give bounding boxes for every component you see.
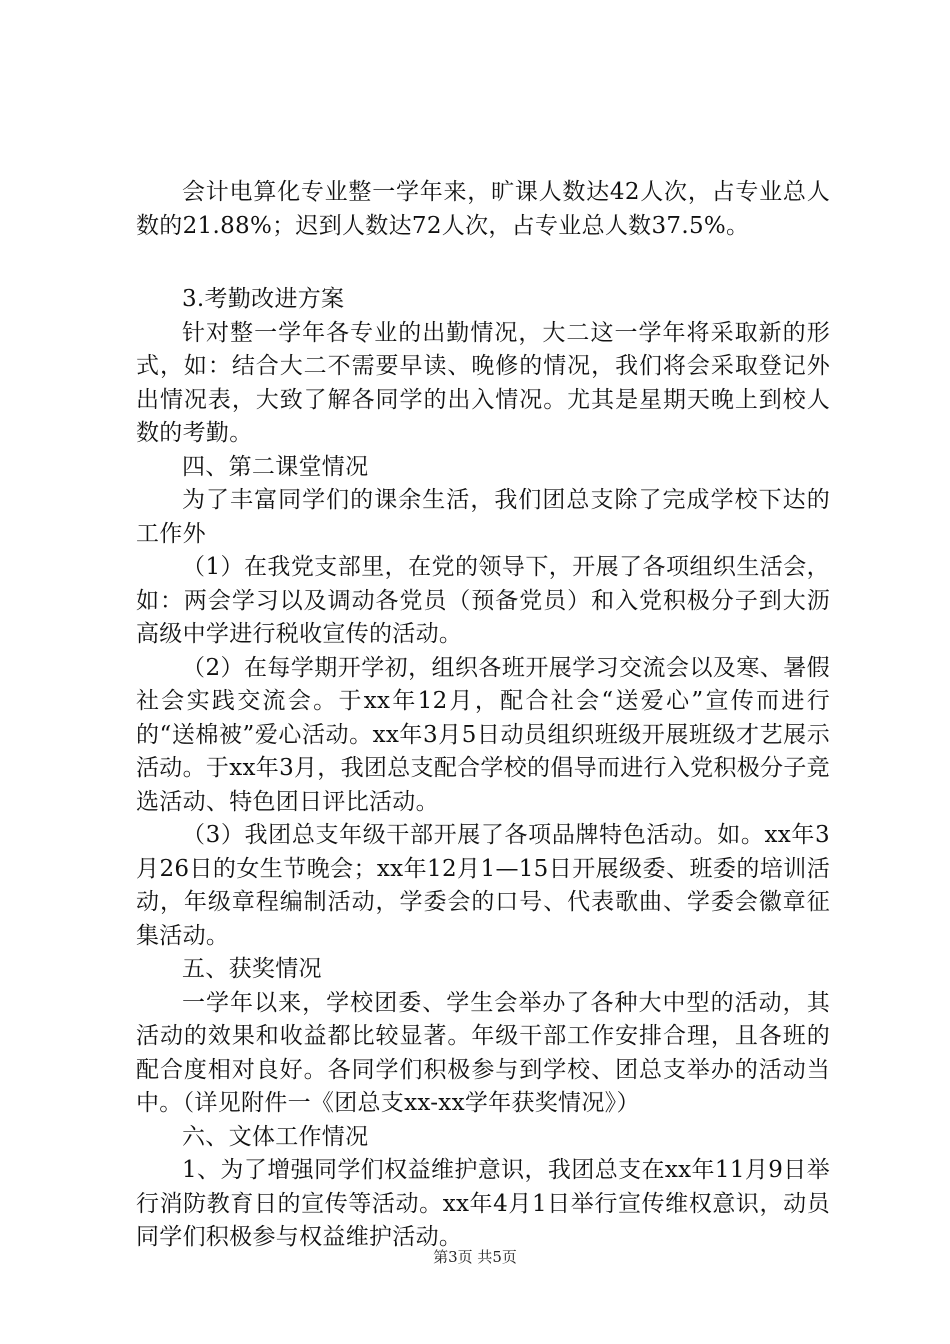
page-footer [0,1246,950,1267]
paragraph-gap [136,243,830,283]
page-number-label: 第3页 共5页 [433,1248,517,1266]
document-body [136,176,830,1255]
paragraph-second-classroom-intro: 为了丰富同学们的课余生活，我们团总支除了完成学校下达的工作外 [136,487,830,547]
paragraph-awards: 一学年以来，学校团委、学生会举办了各种大中型的活动，其活动的效果和收益都比较显著。年级干部工作安排合理，且各班的配合度相对良好。各同学们积极参与到学校、团总支举办的活动当中。（详见附件一《团总支xx-xx学年获奖情况》） [136,989,830,1116]
paragraph-culture-sports-1: 1、为了增强同学们权益维护意识，我团总支在xx年11月9日举行消防教育日的宣传等活动。xx年4月1日举行宣传维权意识，动员同学们积极参与权益维护活动。 [136,1157,830,1250]
heading-second-classroom: 四、第二课堂情况 [182,453,369,480]
paragraph-item-3: （3）我团总支年级干部开展了各项品牌特色活动。如。xx年3月26日的女生节晚会；xx年12月1—15日开展级委、班委的培训活动，年级章程编制活动，学委会的口号、代表歌曲、学委会徽章征集活动。 [136,822,830,949]
paragraph-item-2: （2）在每学期开学初，组织各班开展学习交流会以及寒、暑假社会实践交流会。于xx年12月，配合社会“送爱心”宣传而进行的“送棉被”爱心活动。xx年3月5日动员组织班级开展班级才艺展示活动。于xx年3月，我团总支配合学校的倡导而进行入党积极分子竞选活动、特色团日评比活动。 [136,654,830,815]
paragraph-absence-stats: 会计电算化专业整一学年来，旷课人数达42人次，占专业总人数的21.88%；迟到人数达72人次，占专业总人数37.5%。 [136,179,830,239]
paragraph-attendance-plan: 针对整一学年各专业的出勤情况，大二这一学年将采取新的形式，如：结合大二不需要早读、晚修的情况，我们将会采取登记外出情况表，大致了解各同学的出入情况。尤其是星期天晚上到校人数的考勤。 [136,319,830,446]
paragraph-item-1: （1）在我党支部里，在党的领导下，开展了各项组织生活会，如：两会学习以及调动各党员（预备党员）和入党积极分子到大沥高级中学进行税收宣传的活动。 [136,554,830,647]
heading-culture-sports: 六、文体工作情况 [182,1123,369,1150]
heading-awards: 五、获奖情况 [182,956,322,982]
heading-attendance-plan: 3.考勤改进方案 [182,286,345,312]
